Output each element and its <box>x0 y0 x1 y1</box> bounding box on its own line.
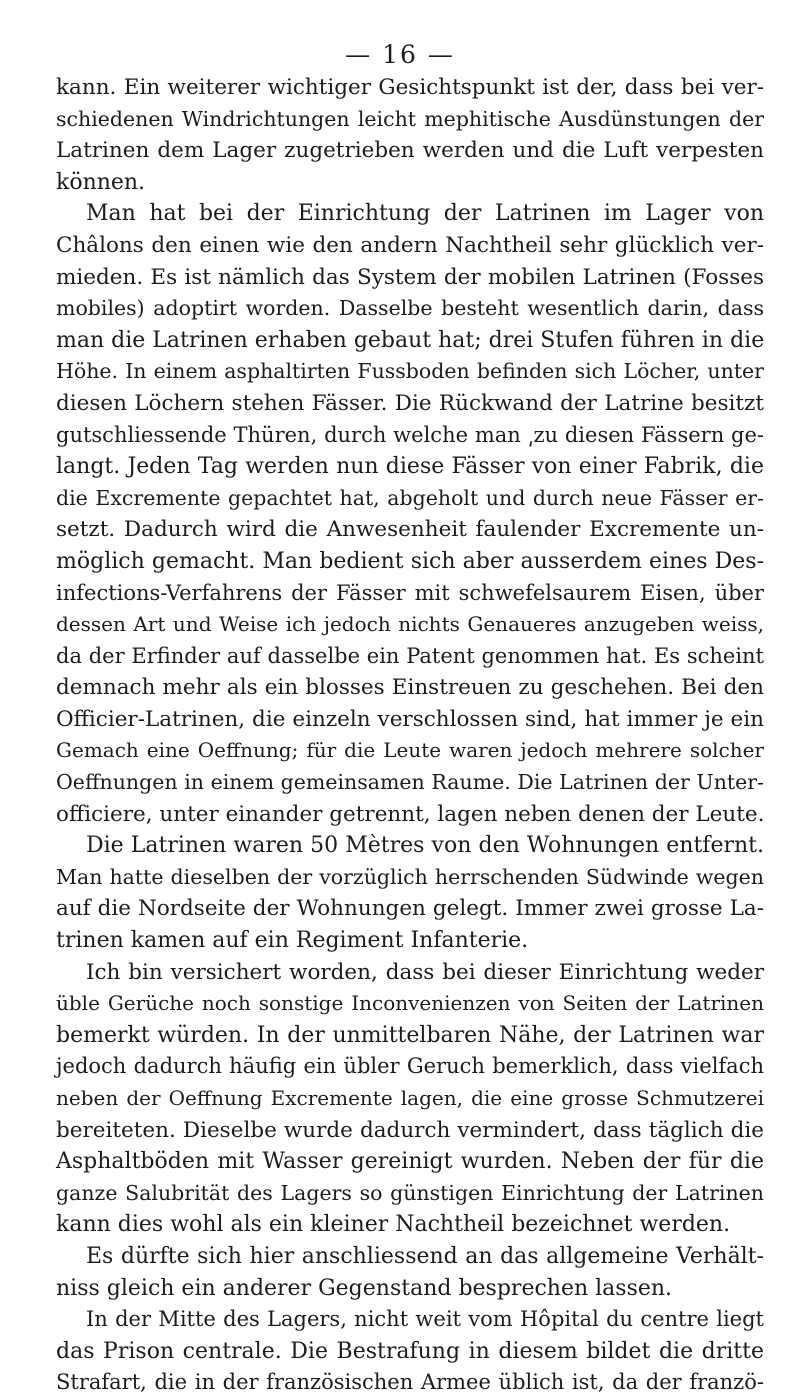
text-line: Oeffnungen in einem gemeinsamen Raume. Die Latrinen der Unter- <box>56 770 764 795</box>
text-line: dessen Art und Weise ich jedoch nichts Genaueres anzugeben weiss, <box>56 612 764 637</box>
text-line: Latrinen dem Lager zugetrieben werden und die Luft verpesten <box>56 138 764 164</box>
text-line: ganze Salubrität des Lagers so günstigen Einrichtung der Latrinen <box>56 1180 764 1205</box>
text-line: langt. Jeden Tag werden nun diese Fässer von einer Fabrik, die <box>56 454 764 480</box>
text-line: kann. Ein weiterer wichtiger Gesichtspunkt ist der, dass bei ver- <box>56 75 764 100</box>
text-line: Ich bin versichert worden, dass bei dieser Einrichtung weder <box>86 959 764 985</box>
text-line: In der Mitte des Lagers, nicht weit vom Hôpital du centre liegt <box>86 1307 764 1332</box>
text-line: mobiles) adoptirt worden. Dasselbe besteht wesentlich darin, dass <box>56 296 764 321</box>
text-line: jedoch dadurch häufig ein übler Geruch bemerklich, dass vielfach <box>56 1054 764 1079</box>
text-line: officiere, unter einander getrennt, lagen neben denen der Leute. <box>56 801 765 827</box>
text-line: Strafart, die in der französischen Armee üblich ist, da der franzö- <box>56 1370 764 1395</box>
text-line: das Prison centrale. Die Bestrafung in diesem bildet die dritte <box>56 1338 764 1364</box>
text-line: neben der Oeffnung Excremente lagen, die eine grosse Schmutzerei <box>56 1086 764 1110</box>
text-line: mieden. Es ist nämlich das System der mobilen Latrinen (Fosses <box>56 264 764 290</box>
text-line: infections-Verfahrens der Fässer mit schwefelsaurem Eisen, über <box>56 580 764 605</box>
text-line: bereiteten. Dieselbe wurde dadurch vermindert, dass täglich die <box>56 1117 764 1143</box>
text-line: bemerkt würden. In der unmittelbaren Nähe, der Latrinen war <box>56 1022 764 1048</box>
text-line: da der Erfinder auf dasselbe ein Patent genommen hat. Es scheint <box>56 643 764 668</box>
text-line: Gemach eine Oeffnung; für die Leute waren jedoch mehrere solcher <box>56 738 764 763</box>
text-line: Officier-Latrinen, die einzeln verschlossen sind, hat immer je ein <box>56 706 764 732</box>
text-line: gutschliessende Thüren, durch welche man ͵zu diesen Fässern ge- <box>56 422 764 447</box>
text-line: auf die Nordseite der Wohnungen gelegt. Immer zwei grosse La- <box>56 896 764 922</box>
text-line: Man hatte dieselben der vorzüglich herrschenden Südwinde wegen <box>56 864 764 889</box>
text-line: Man hat bei der Einrichtung der Latrinen im Lager von <box>86 201 764 227</box>
text-line: man die Latrinen erhaben gebaut hat; drei Stufen führen in die <box>56 327 765 353</box>
text-line: Höhe. In einem asphaltirten Fussboden befinden sich Löcher, unter <box>56 359 764 384</box>
text-line: üble Gerüche noch sonstige Inconvenienzen von Seiten der Latrinen <box>56 991 764 1016</box>
text-line: niss gleich ein anderer Gegenstand besprechen lassen. <box>56 1275 673 1301</box>
text-line: demnach mehr als ein blosses Einstreuen zu geschehen. Bei den <box>56 675 764 701</box>
text-line: Es dürfte sich hier anschliessend an das allgemeine Verhält- <box>86 1243 764 1269</box>
text-line: Châlons den einen wie den andern Nachtheil sehr glücklich ver- <box>56 232 764 258</box>
text-line: Die Latrinen waren 50 Mètres von den Wohnungen entfernt. <box>86 833 764 859</box>
text-line: setzt. Dadurch wird die Anwesenheit faulender Excremente un- <box>56 517 764 543</box>
text-line: trinen kamen auf ein Regiment Infanterie. <box>56 928 529 954</box>
text-line: Asphaltböden mit Wasser gereinigt wurden. Neben der für die <box>56 1149 764 1175</box>
body-text <box>56 72 764 1399</box>
text-line: diesen Löchern stehen Fässer. Die Rückwand der Latrine besitzt <box>56 390 764 416</box>
text-line: möglich gemacht. Man bedient sich aber ausserdem eines Des- <box>56 548 764 574</box>
text-line: können. <box>56 169 146 195</box>
text-line: die Excremente gepachtet hat, abgeholt und durch neue Fässer er- <box>56 485 764 510</box>
text-line: schiedenen Windrichtungen leicht mephitische Ausdünstungen der <box>56 106 764 131</box>
page-number: — 16 — <box>345 40 455 69</box>
text-line: kann dies wohl als ein kleiner Nachtheil bezeichnet werden. <box>56 1212 731 1238</box>
